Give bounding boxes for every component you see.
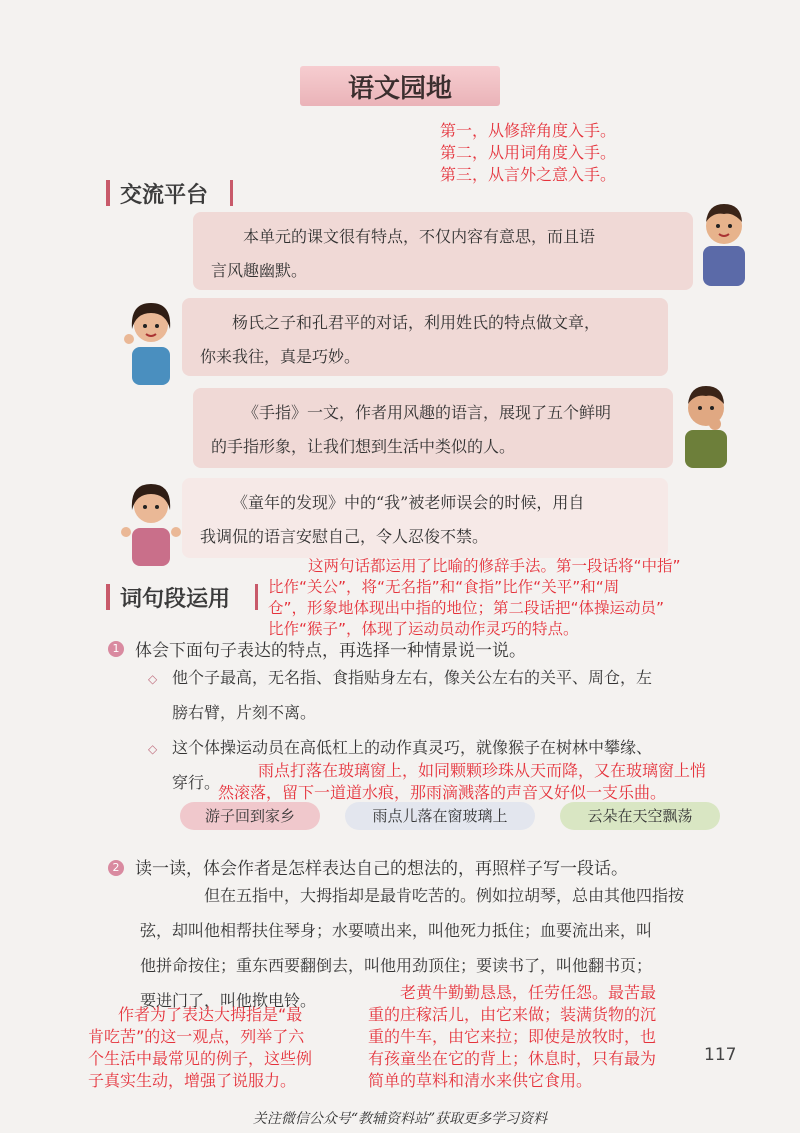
annotation-line: 比作“关公”，将“无名指”和“食指”比作“关平”和“周 [268,578,620,596]
bubble-line: 《童年的发现》中的“我”被老师误会的时候，用自 [232,493,585,512]
section-bar-end [255,584,258,610]
method-line: 第一，从修辞角度入手。 [440,121,617,140]
option-pill[interactable]: 游子回到家乡 [180,802,320,830]
sentence-line: 这个体操运动员在高低杠上的动作真灵巧，就像猴子在树林中攀缘、 [172,738,653,757]
passage-line: 弦，却叫他相帮扶住琴身；水要喷出来，叫他死力抵住；血要流出来，叫 [140,921,653,940]
bubble-line: 你来我往，真是巧妙。 [200,347,361,366]
exchange-heading: 交流平台 [120,183,209,208]
method-line: 第二，从用词角度入手。 [440,143,617,162]
passage-line: 但在五指中，大拇指却是最肯吃苦的。例如拉胡琴，总由其他四指按 [204,886,685,905]
bubble-3 [193,388,673,468]
bubble-4 [182,478,668,558]
annotation-line: 重的牛车，由它来拉；即使是放牧时，也 [368,1027,657,1046]
bubble-line: 杨氏之子和孔君平的对话，利用姓氏的特点做文章， [232,313,601,332]
question-2-prompt: 读一读，体会作者是怎样表达自己的想法的，再照样子写一段话。 [135,859,628,879]
methods-annotation [440,120,616,186]
annotation-line: 老黄牛勤勤恳恳，任劳任怨。最苦最 [400,983,657,1002]
bubble-1 [193,212,693,290]
section-bar [106,584,110,610]
passage-line: 要进门了，叫他揿电铃。 [140,991,317,1010]
annotation-line: 有孩童坐在它的背上；休息时，只有最为 [368,1049,657,1068]
rain-example-annotation [218,760,706,804]
option-pill[interactable]: 雨点儿落在窗玻璃上 [345,802,535,830]
metaphor-annotation [268,556,681,640]
ox-example-annotation [368,982,656,1092]
girl-illustration-icon [120,295,182,387]
diamond-bullet-icon: ◇ [148,672,158,686]
bubble-line: 言风趣幽默。 [211,261,308,280]
annotation-line: 重的庄稼活儿，由它来做；装满货物的沉 [368,1005,657,1024]
bubble-line: 我调侃的语言安慰自己，令人忍俊不禁。 [200,527,489,546]
sentence-line: 穿行。 [172,773,221,792]
section-bar-end [230,180,233,206]
bubble-2 [182,298,668,376]
question-1-prompt: 体会下面句子表达的特点，再选择一种情景说一说。 [135,641,526,661]
bubble-line: 《手指》一文，作者用风趣的语言，展现了五个鲜明 [243,403,612,422]
annotation-line: 子真实生动，增强了说服力。 [88,1071,297,1090]
page-number: 117 [704,1045,737,1065]
boy-illustration-icon [693,196,755,288]
sentence-line: 膀右臂，片刻不离。 [172,703,317,722]
annotation-line: 然滚落，留下一道道水痕，那雨滴溅落的声音又好似一支乐曲。 [218,783,667,802]
annotation-line: 作者为了表达大拇指是“最 [118,1005,303,1024]
question-2-number: 2 [108,860,124,876]
footer-watermark: 关注微信公众号“教辅资料站”获取更多学习资料 [252,1111,548,1127]
girl-shrug-illustration-icon [120,476,182,568]
annotation-line: 仓”，形象地体现出中指的地位；第二段话把“体操运动员” [268,599,665,617]
boy-thinking-illustration-icon [675,378,737,470]
page-title: 语文园地 [347,74,452,104]
sentence-1 [172,660,752,730]
annotation-line: 比作“猴子”，体现了运动员动作灵巧的特点。 [268,620,579,638]
passage-line: 他拼命按住；重东西要翻倒去，叫他用劲顶住；要读书了，叫他翻书页； [140,956,653,975]
usage-heading: 词句段运用 [120,587,231,612]
annotation-line: 肯吃苦”的这一观点，列举了六 [88,1027,305,1046]
thumb-annotation [88,1004,312,1092]
annotation-line: 简单的草料和清水来供它食用。 [368,1071,593,1090]
annotation-line: 个生活中最常见的例子，这些例 [88,1049,313,1068]
annotation-line: 雨点打落在玻璃窗上，如同颗颗珍珠从天而降，又在玻璃窗上悄 [258,761,707,780]
method-line: 第三，从言外之意入手。 [440,165,617,184]
diamond-bullet-icon: ◇ [148,742,158,756]
section-bar [106,180,110,206]
option-pill[interactable]: 云朵在天空飘荡 [560,802,720,830]
bubble-line: 的手指形象，让我们想到生活中类似的人。 [211,437,516,456]
annotation-line: 这两句话都运用了比喻的修辞手法。第一段话将“中指” [308,557,681,575]
question-1-number: 1 [108,641,124,657]
sentence-line: 他个子最高，无名指、食指贴身左右，像关公左右的关平、周仓，左 [172,668,653,687]
bubble-line: 本单元的课文很有特点，不仅内容有意思，而且语 [243,227,596,246]
